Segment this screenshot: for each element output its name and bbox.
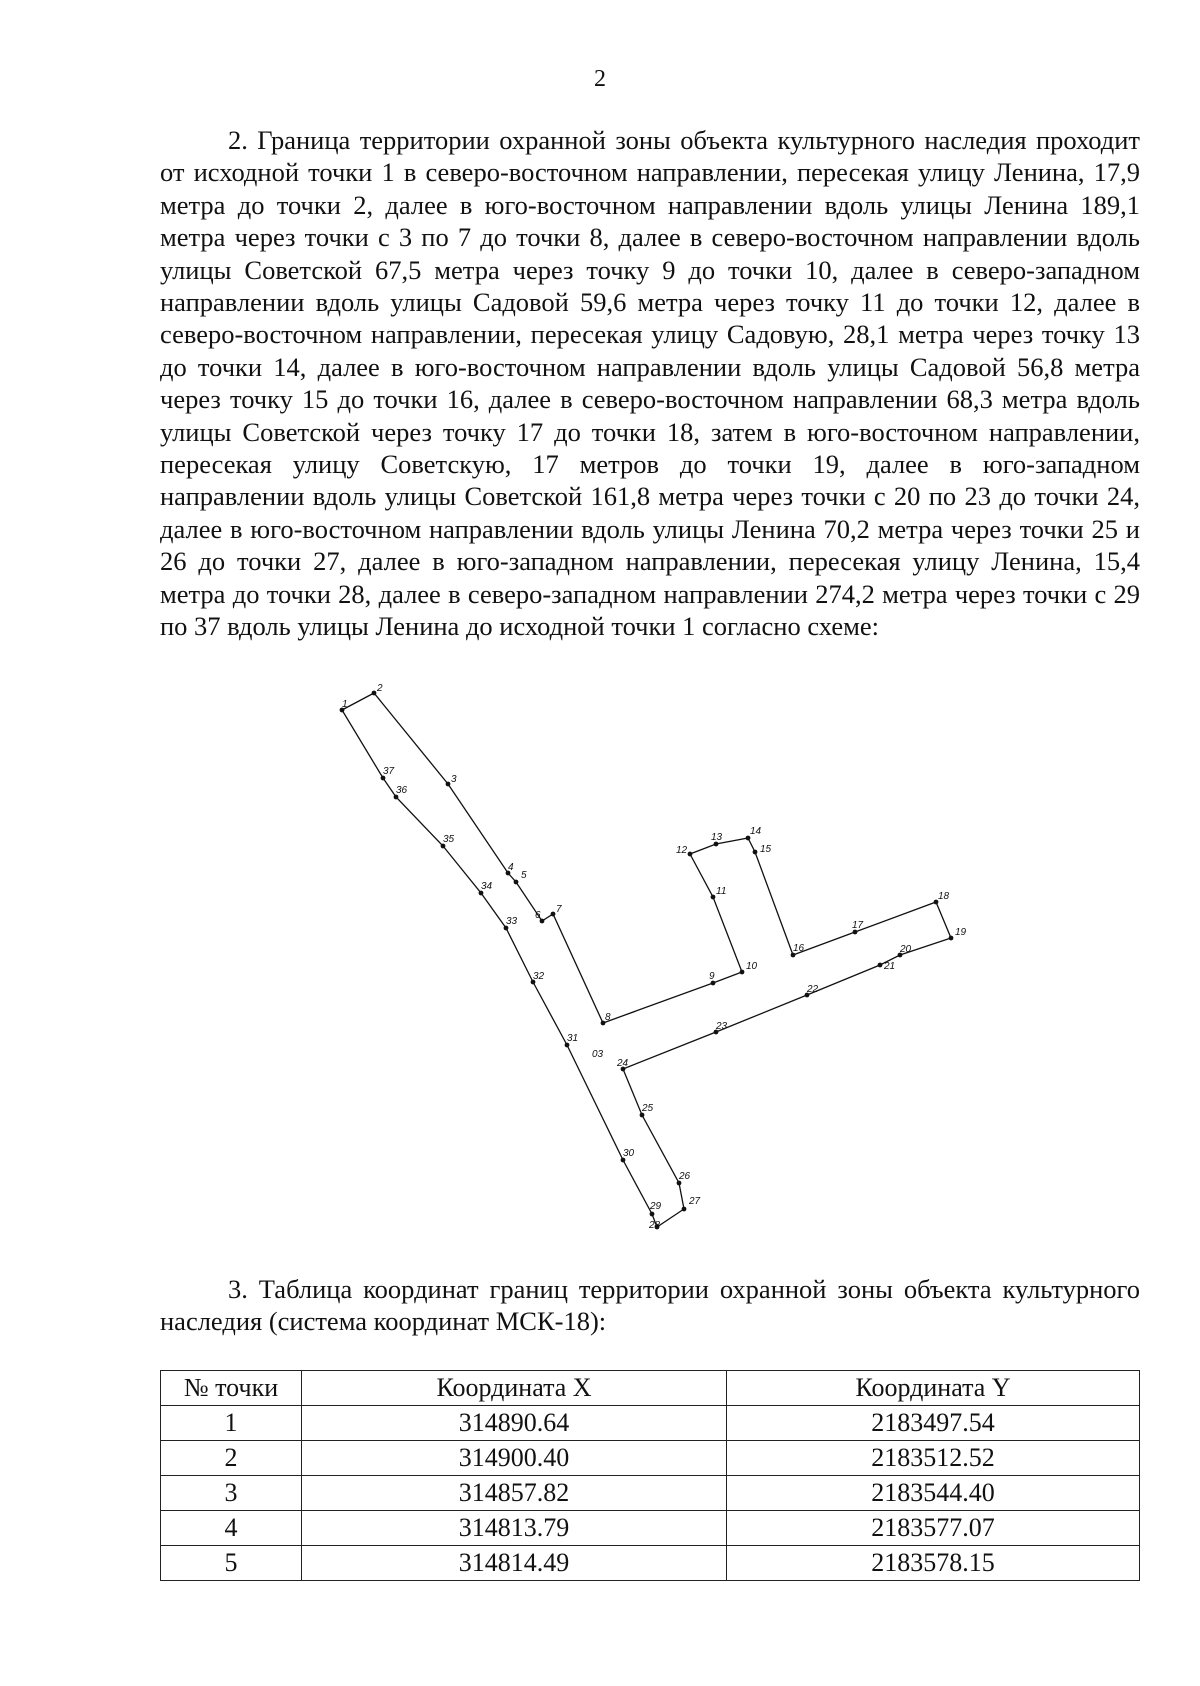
boundary-point-label: 26 — [679, 1171, 691, 1182]
boundary-point-label: 24 — [617, 1058, 629, 1069]
boundary-point-marker — [878, 963, 883, 968]
table-row — [161, 1476, 1140, 1511]
cell-coordinate-x: 314890.64 — [302, 1406, 727, 1441]
boundary-point-label: 30 — [623, 1148, 635, 1159]
cell-coordinate-y: 2183544.40 — [727, 1476, 1140, 1511]
boundary-point-marker — [551, 912, 556, 917]
table-row — [161, 1441, 1140, 1476]
boundary-point-label: 2 — [377, 683, 383, 694]
boundary-polyline — [342, 693, 951, 1227]
table-header-row — [161, 1371, 1140, 1406]
boundary-point-marker — [650, 1212, 655, 1217]
boundary-point-label: 21 — [884, 961, 896, 972]
boundary-point-label: 18 — [938, 891, 950, 902]
cell-point-number: 5 — [161, 1546, 302, 1581]
boundary-point-label: 16 — [793, 943, 805, 954]
boundary-point-label: 8 — [605, 1012, 611, 1023]
cell-point-number: 3 — [161, 1476, 302, 1511]
boundary-point-label: 32 — [533, 971, 545, 982]
boundary-point-label: 17 — [852, 920, 864, 931]
coordinates-table — [160, 1370, 1140, 1581]
boundary-point-label: 13 — [711, 832, 723, 843]
boundary-point-label: 34 — [481, 881, 493, 892]
boundary-point-label: 10 — [746, 961, 758, 972]
boundary-point-label: 14 — [750, 826, 762, 837]
table-row — [161, 1406, 1140, 1441]
boundary-point-marker — [711, 895, 716, 900]
boundary-point-marker — [372, 691, 377, 696]
cell-coordinate-y: 2183497.54 — [727, 1406, 1140, 1441]
boundary-point-label: 31 — [567, 1033, 579, 1044]
boundary-point-label: 35 — [443, 834, 455, 845]
header-coordinate-x: Координата X — [302, 1371, 727, 1406]
cell-coordinate-y: 2183577.07 — [727, 1511, 1140, 1546]
boundary-point-label: 6 — [535, 910, 541, 921]
cell-coordinate-x: 314857.82 — [302, 1476, 727, 1511]
table-row — [161, 1546, 1140, 1581]
boundary-point-label: 36 — [396, 785, 408, 796]
header-point-number: № точки — [161, 1371, 302, 1406]
boundary-point-label: 22 — [807, 984, 819, 995]
boundary-point-label: 7 — [556, 904, 562, 915]
boundary-point-label: 33 — [506, 916, 518, 927]
boundary-point-label: 27 — [689, 1196, 701, 1207]
page-number: 2 — [594, 66, 606, 92]
boundary-point-label: 29 — [650, 1201, 662, 1212]
boundary-point-marker — [514, 880, 519, 885]
cell-coordinate-x: 314900.40 — [302, 1441, 727, 1476]
cell-point-number: 4 — [161, 1511, 302, 1546]
boundary-point-label: 19 — [955, 927, 967, 938]
center-label: 03 — [592, 1049, 604, 1060]
boundary-point-marker — [949, 936, 954, 941]
cell-coordinate-x: 314813.79 — [302, 1511, 727, 1546]
boundary-point-marker — [740, 970, 745, 975]
boundary-scheme — [0, 680, 1200, 1240]
cell-point-number: 2 — [161, 1441, 302, 1476]
boundary-point-label: 1 — [342, 699, 348, 710]
boundary-point-marker — [682, 1207, 687, 1212]
section-3-paragraph: 3. Таблица координат границ территории охранной зоны объекта культурного наследия (система координат МСК-18): — [160, 1274, 1140, 1337]
boundary-point-marker — [446, 782, 451, 787]
boundary-point-marker — [688, 852, 693, 857]
boundary-point-label: 4 — [508, 862, 514, 873]
header-coordinate-y: Координата Y — [727, 1371, 1140, 1406]
cell-point-number: 1 — [161, 1406, 302, 1441]
boundary-point-label: 5 — [521, 870, 527, 881]
cell-coordinate-x: 314814.49 — [302, 1546, 727, 1581]
boundary-point-label: 37 — [383, 766, 395, 777]
cell-coordinate-y: 2183578.15 — [727, 1546, 1140, 1581]
boundary-point-label: 9 — [709, 971, 715, 982]
section-2-paragraph: 2. Граница территории охранной зоны объекта культурного наследия проходит от исходной точки 1 в северо-восточном направлении, пересекая улицу Ленина, 17,9 метра до точки 2, далее в юго-восточном направлении вдоль улицы Ленина 189,1 метра через точки с 3 по 7 до точки 8, далее в северо-восточном направлении вдоль улицы Советской 67,5 метра через точку 9 до точки 10, далее в северо-западном направлении вдоль улицы Садовой 59,6 метра через точку 11 до точки 12, далее в северо-восточном направлении, пересекая улицу Садовую, 28,1 метра через точку 13 до точки 14, далее в юго-восточном направлении вдоль улицы Садовой 56,8 метра через точку 15 до точки 16, далее в северо-восточном направлении 68,3 метра вдоль улицы Советской через точку 17 до точки 18, затем в юго-восточном направлении, пересекая улицу Советскую, 17 метров до точки 19, далее в юго-западном направлении вдоль улицы Советской 161,8 метра через точки с 20 по 23 до точки 24, далее в юго-восточном направлении вдоль улицы Ленина 70,2 метра через точки 25 и 26 до точки 27, далее в юго-западном направлении, пересекая улицу Ленина, 15,4 метра до точки 28, далее в северо-западном направлении 274,2 метра через точки с 29 по 37 вдоль улицы Ленина до исходной точки 1 согласно схеме: — [160, 125, 1140, 642]
table-row — [161, 1511, 1140, 1546]
boundary-point-label: 3 — [451, 774, 457, 785]
boundary-point-label: 28 — [649, 1220, 661, 1231]
boundary-point-label: 12 — [676, 845, 688, 856]
boundary-point-marker — [753, 850, 758, 855]
boundary-point-label: 15 — [760, 844, 772, 855]
boundary-point-label: 11 — [716, 886, 727, 897]
cell-coordinate-y: 2183512.52 — [727, 1441, 1140, 1476]
boundary-point-label: 25 — [642, 1103, 654, 1114]
boundary-point-label: 20 — [900, 944, 912, 955]
boundary-point-label: 23 — [716, 1021, 728, 1032]
